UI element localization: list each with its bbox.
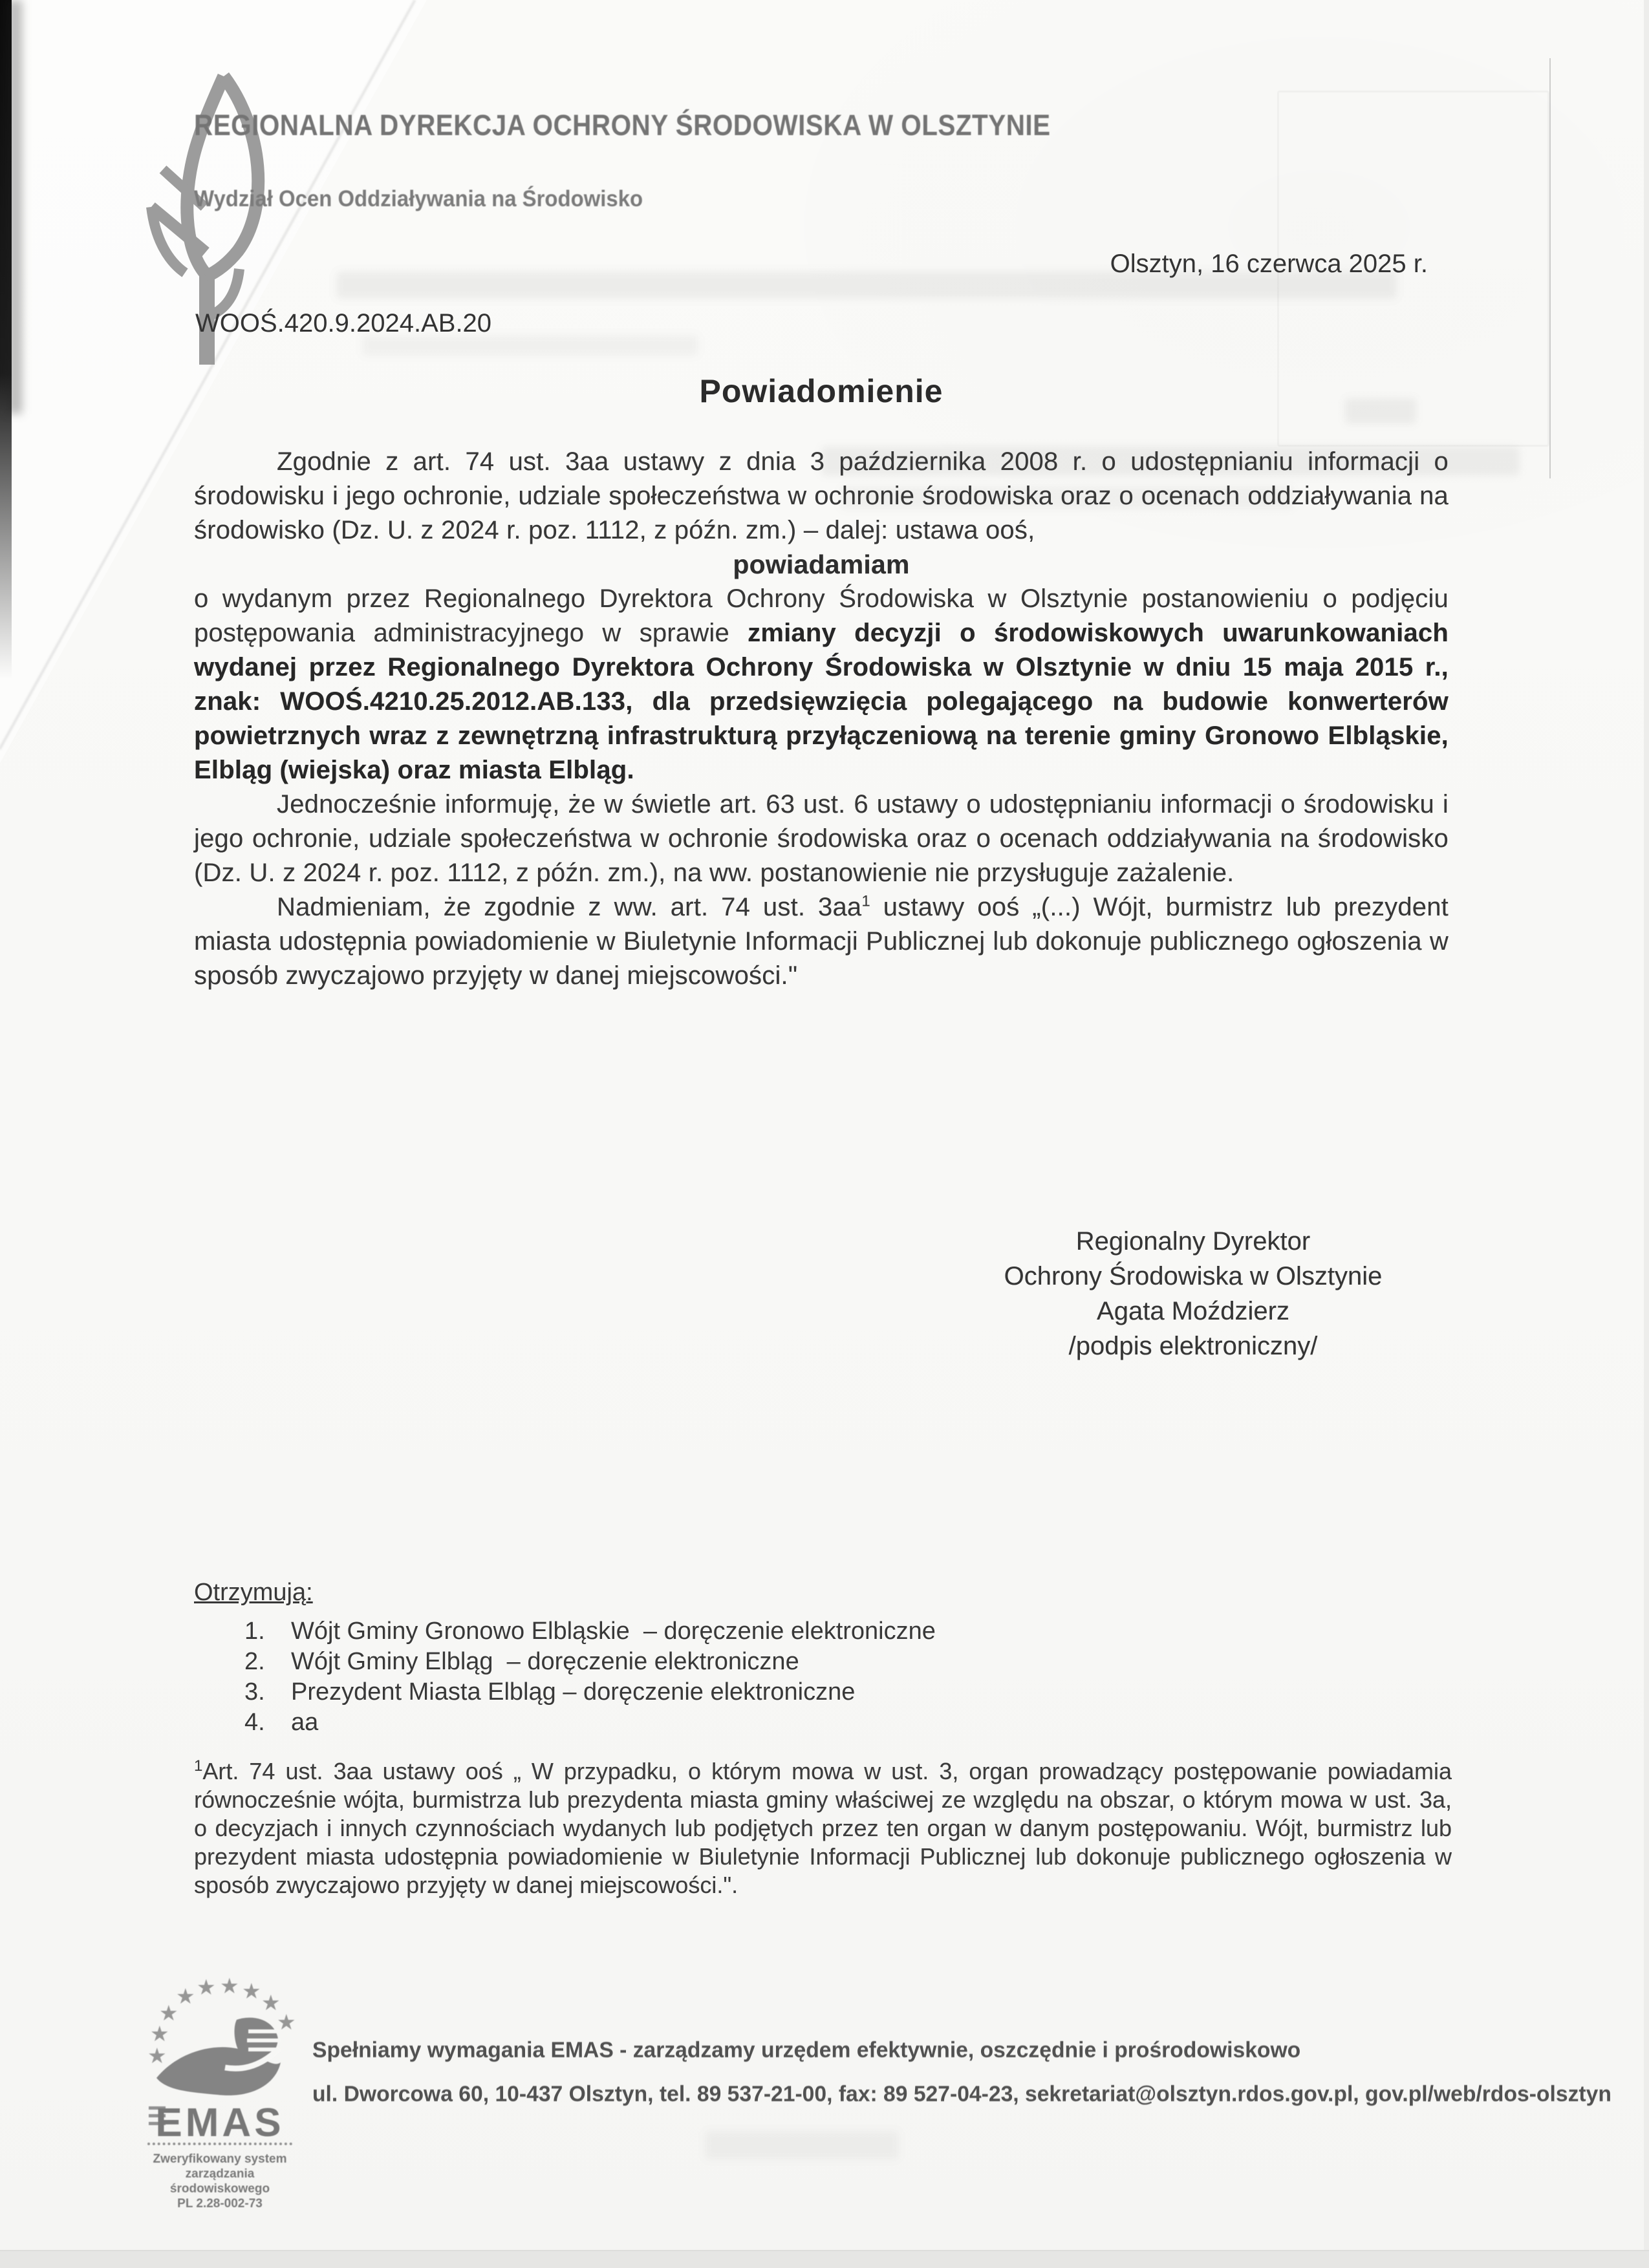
letterhead-department: Wydział Ocen Oddziaływania na Środowisko [194,186,643,211]
notice-bold-text: zmiany decyzji o środowiskowych uwarunkowaniach wydanej przez Regionalnego Dyrektora Ochrony Środowiska w Olsztynie w dniu 15 maja 2015 r., znak: WOOŚ.4210.25.2012.AB.133, dla przedsięwzięcia polegającego na budowie konwerterów powietrznych wraz z zewnętrzną infrastrukturą przyłączeniową na terenie gminy Gronowo Elbląskie, Elbląg (wiejska) oraz miasta Elbląg. [194,619,1449,784]
document-title: Powiadomienie [699,373,943,409]
recipient-number: 2. [244,1648,265,1675]
recipient-text: Wójt Gminy Gronowo Elbląskie – doręczenie elektroniczne [291,1618,936,1645]
star-icon: ★ [197,1975,216,1999]
star-icon: ★ [150,2022,169,2046]
paragraph-footnote-reference [194,890,1449,993]
footnote-text: Art. 74 ust. 3aa ustawy ooś „ W przypadku, o którym mowa w ust. 3, organ prowadzący postępowanie powiadamia równocześnie wójta, burmistrza lub prezydenta miasta gminy właściwej ze względu na obszar, o którym mowa w ust. 3a, o decyzjach i innych czynnościach wydanych lub podjętych przez ten organ w danym postępowaniu. Wójt, burmistrz lub prezydent miasta udostępnia powiadomienie w Biuletynie Informacji Publicznej lub dokonuje publicznego ogłoszenia w sposób zwyczajowo przyjęty w danej miejscowości.". [194,1758,1452,1898]
recipient-text: aa [291,1709,319,1736]
paragraph-legal-basis: Zgodnie z art. 74 ust. 3aa ustawy z dnia 3 października 2008 r. o udostępnianiu informacji o środowisku i jego ochronie, udziale społeczeństwa w ochronie środowiska oraz o ocenach oddziaływania na środowisko (Dz. U. z 2024 r. poz. 1112, z późn. zm.) – dalej: ustawa ooś, [194,447,1449,544]
notice-normal-text: o wydanym przez Regionalnego Dyrektora Ochrony Środowiska w Olsztynie postanowieniu o podjęciu postępowania administracyjnego w sprawie [194,584,1449,647]
emas-wordmark: EMAS [155,2101,285,2145]
star-icon: ★ [176,1984,195,2008]
star-icon: ★ [220,1974,239,1998]
subheading-powiadamiam: powiadamiam [733,550,910,579]
signature-name: Agata Moździerz [1097,1297,1289,1325]
place-and-date: Olsztyn, 16 czerwca 2025 r. [1110,250,1428,278]
recipient-text: Wójt Gminy Elbląg – doręczenie elektroniczne [291,1648,799,1675]
scan-bottom-edge [0,2250,1649,2268]
star-icon: ★ [277,2010,296,2034]
recipient-number: 3. [244,1678,265,1706]
star-icon: ★ [147,2044,167,2068]
scan-right-edge [1644,0,1649,2268]
letter-body [194,445,1449,993]
footer-emas-slogan: Spełniamy wymagania EMAS - zarządzamy urzędem efektywnie, oszczędnie i prośrodowiskowo [312,2038,1301,2062]
letterhead-org-name: REGIONALNA DYREKCJA OCHRONY ŚRODOWISKA W OLSZTYNIE [194,109,1051,142]
signature-block [967,1224,1419,1364]
scan-right-artifact-line [1549,58,1551,478]
emas-dotted-divider [147,2143,292,2145]
signature-electronic-note: /podpis elektroniczny/ [1068,1332,1318,1360]
note-text-after-sup: ustawy ooś „(...) Wójt, burmistrz lub prezydent miasta udostępnia powiadomienie w Biuletynie Informacji Publicznej lub dokonuje publicznego ogłoszenia w sposób zwyczajowo przyjęty w danej miejscowości." [194,893,1449,990]
emas-caption-line: Zweryfikowany system [153,2152,287,2166]
emas-leaf-swoosh-icon [154,2016,286,2106]
recipient-item [194,1677,936,1707]
signature-position-line: Regionalny Dyrektor [1075,1227,1311,1256]
recipient-item [194,1616,936,1647]
footnote-superscript: 1 [194,1757,203,1775]
recipient-item [194,1707,936,1738]
footnote [194,1757,1452,1899]
paragraph-no-appeal: Jednocześnie informuję, że w świetle art. 63 ust. 6 ustawy o udostępnianiu informacji o środowisku i jego ochronie, udziale społeczeństwa w ochronie środowiska oraz o ocenach oddziaływania na środowisko (Dz. U. z 2024 r. poz. 1112, z późn. zm.), na ww. postanowienie nie przysługuje zażalenie. [194,790,1449,887]
emas-logo [147,1973,296,2212]
recipient-item [194,1647,936,1677]
star-icon: ★ [261,1991,281,2015]
emas-caption-line: PL 2.28-002-73 [177,2197,263,2210]
recipient-text: Prezydent Miasta Elbląg – doręczenie elektroniczne [291,1678,856,1706]
recipient-number: 1. [244,1618,265,1645]
scan-left-edge-smudge [8,0,22,414]
emas-caption-line: środowiskowego [169,2182,270,2196]
paragraph-notice [194,582,1449,787]
case-number: WOOŚ.420.9.2024.AB.20 [195,309,492,337]
signature-office-line: Ochrony Środowiska w Olsztynie [1004,1262,1383,1290]
footer-address-line: ul. Dworcowa 60, 10-437 Olsztyn, tel. 89 537-21-00, fax: 89 527-04-23, sekretariat@olsztyn.rdos.gov.pl, gov.pl/web/rdos-olsztyn [312,2082,1611,2106]
footer-contact-block [312,2037,1611,2108]
star-icon: ★ [242,1979,261,2003]
emas-caption [141,2152,299,2211]
emas-caption-line: zarządzania [185,2167,255,2181]
recipients-section [194,1578,936,1738]
star-icon: ★ [159,2001,178,2025]
note-text-before-sup: Nadmieniam, że zgodnie z ww. art. 74 ust. 3aa [277,893,862,921]
recipient-number: 4. [244,1709,265,1736]
bleedthrough-ghost [705,2131,899,2159]
footnote-marker-superscript: 1 [861,892,870,910]
recipients-heading: Otrzymują: [194,1579,313,1606]
